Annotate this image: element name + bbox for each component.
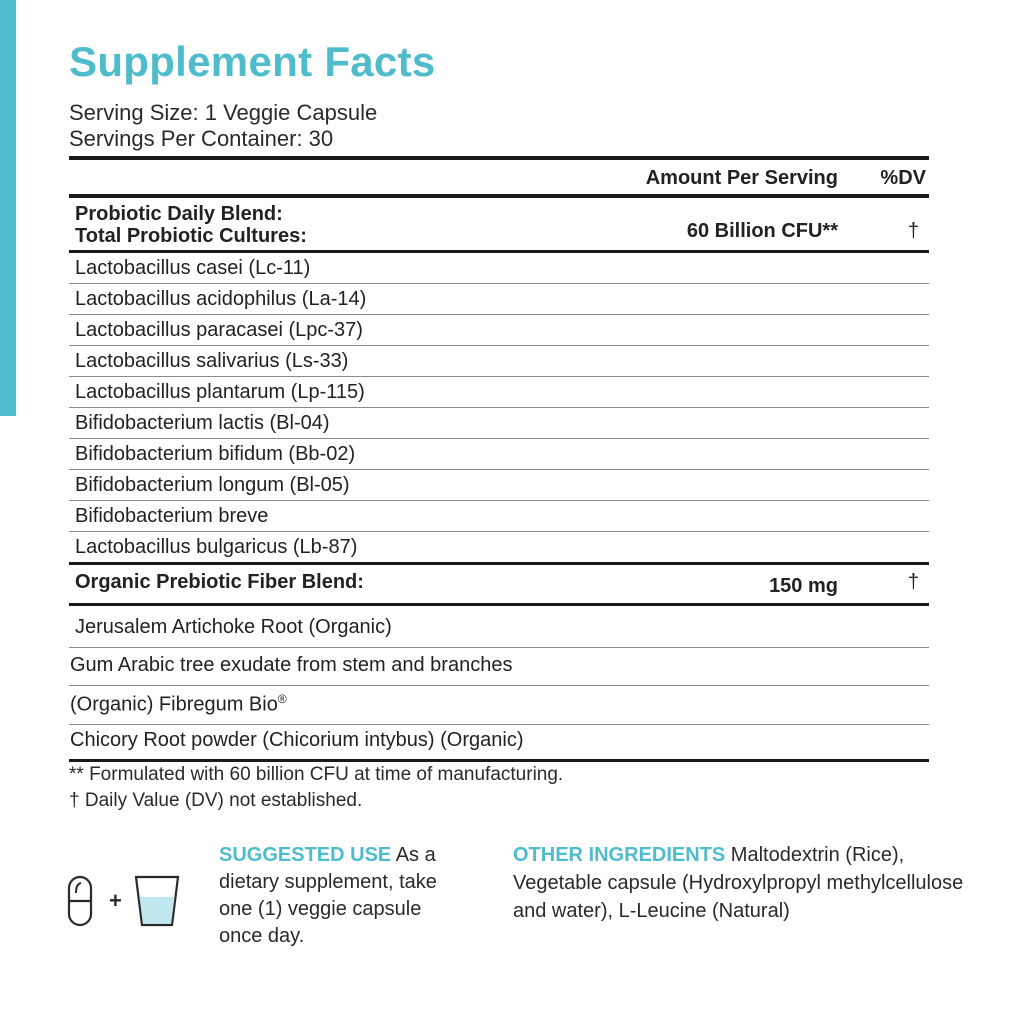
servings-per-container: Servings Per Container: 30	[69, 126, 334, 151]
strain-name: Bifidobacterium breve	[75, 505, 269, 527]
probiotic-blend-row	[69, 198, 929, 250]
suggested-use-text: As a dietary supplement, take one (1) veggie capsule once day.	[219, 844, 437, 947]
suggested-use-heading: SUGGESTED USE	[219, 844, 392, 866]
footnotes	[69, 762, 563, 814]
footnote-dv: † Daily Value (DV) not established.	[69, 790, 363, 811]
prebiotic-blend-row	[69, 565, 929, 603]
strain-name: Bifidobacterium bifidum (Bb-02)	[75, 443, 356, 465]
probiotic-blend-label: Probiotic Daily Blend:	[75, 203, 283, 225]
table-row	[69, 606, 929, 647]
other-ingredients-heading: OTHER INGREDIENTS	[513, 844, 726, 866]
prebiotic-dv: †	[907, 571, 919, 593]
strain-name: Lactobacillus salivarius (Ls-33)	[75, 350, 349, 372]
strain-name: Lactobacillus paracasei (Lpc-37)	[75, 319, 363, 341]
header-dv: %DV	[880, 167, 926, 189]
table-row	[69, 315, 929, 345]
serving-size: Serving Size: 1 Veggie Capsule	[69, 100, 378, 125]
plus-icon: +	[109, 888, 122, 913]
probiotic-dv: †	[907, 220, 919, 242]
strain-name: Lactobacillus casei (Lc-11)	[75, 257, 311, 279]
fiber-name	[70, 692, 287, 717]
prebiotic-blend-label: Organic Prebiotic Fiber Blend:	[75, 571, 364, 593]
prebiotic-amount: 150 mg	[769, 575, 838, 597]
table-row	[69, 648, 929, 685]
fiber-name-text: (Organic) Fibregum Bio	[70, 693, 278, 716]
table-row	[69, 346, 929, 376]
water-glass-icon	[136, 877, 178, 925]
dosage-icons	[66, 873, 186, 933]
table-header-row	[69, 160, 929, 194]
probiotic-amount: 60 Billion CFU**	[686, 220, 838, 242]
table-row	[69, 284, 929, 314]
table-row	[69, 532, 929, 562]
table-row	[69, 725, 929, 759]
suggested-use	[219, 842, 464, 950]
capsule-icon	[69, 877, 91, 925]
registered-mark: ®	[277, 692, 287, 706]
table-row	[69, 377, 929, 407]
fiber-name: Jerusalem Artichoke Root (Organic)	[75, 616, 392, 638]
table-row	[69, 470, 929, 500]
fiber-name: Chicory Root powder (Chicorium intybus) (Organic)	[70, 729, 524, 751]
other-ingredients	[513, 841, 983, 925]
table-row	[69, 686, 929, 724]
strain-name: Bifidobacterium longum (Bl-05)	[75, 474, 350, 496]
table-row	[69, 408, 929, 438]
accent-bar	[0, 0, 16, 416]
table-row	[69, 439, 929, 469]
footnote-cfu: ** Formulated with 60 billion CFU at time of manufacturing.	[69, 764, 564, 785]
strain-name: Lactobacillus acidophilus (La-14)	[75, 288, 367, 310]
facts-table	[69, 156, 929, 762]
probiotic-total-label: Total Probiotic Cultures:	[75, 225, 307, 247]
strain-name: Bifidobacterium lactis (Bl-04)	[75, 412, 330, 434]
header-amount: Amount Per Serving	[645, 167, 838, 189]
table-row	[69, 253, 929, 283]
other-ingredients-text: Maltodextrin (Rice), Vegetable capsule (Hydroxylpropyl methylcellulose and water), L-Leucine (Natural)	[513, 844, 964, 922]
table-row	[69, 501, 929, 531]
fiber-name: Gum Arabic tree exudate from stem and branches	[70, 654, 513, 676]
panel-title: Supplement Facts	[69, 38, 436, 85]
strain-name: Lactobacillus plantarum (Lp-115)	[75, 381, 365, 403]
strain-name: Lactobacillus bulgaricus (Lb-87)	[75, 536, 358, 558]
serving-info	[69, 100, 377, 152]
